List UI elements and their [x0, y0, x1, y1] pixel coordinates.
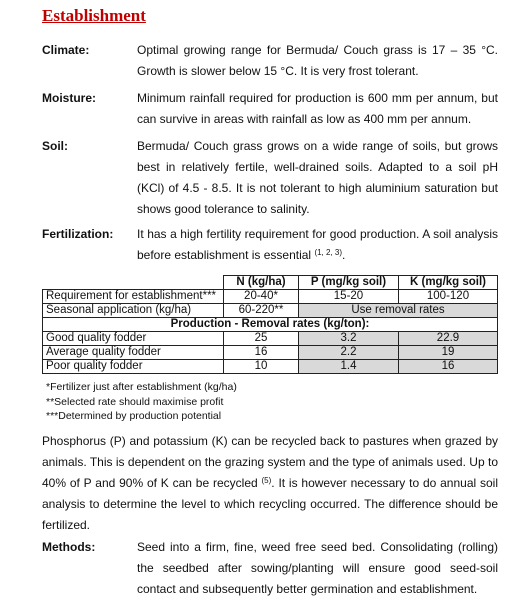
fertilization-reference: (1, 2, 3) — [314, 248, 343, 257]
row-label: Seasonal application (kg/ha) — [43, 304, 224, 318]
cell-k: 100-120 — [399, 290, 498, 304]
table-note: ***Determined by production potential — [46, 410, 222, 422]
recycling-reference: (5) — [261, 476, 272, 485]
cell-k: 16 — [399, 360, 498, 374]
cell-n: 25 — [224, 332, 299, 346]
fertilization-text — [137, 224, 498, 266]
table-row — [43, 360, 498, 374]
table-row — [43, 304, 498, 318]
climate-label: Climate: — [42, 43, 90, 57]
production-header: Production - Removal rates (kg/ton): — [43, 318, 498, 332]
cell-k: 22.9 — [399, 332, 498, 346]
table-notes — [46, 380, 237, 424]
recycling-paragraph — [42, 431, 498, 536]
table-row — [43, 332, 498, 346]
table-note: **Selected rate should maximise profit — [46, 395, 224, 408]
row-label: Average quality fodder — [43, 346, 224, 360]
fertilization-section — [42, 224, 498, 266]
cell-n: 20-40* — [224, 290, 299, 304]
soil-text: Bermuda/ Couch grass grows on a wide range of soils, but grows best in relatively fertile, well-drained soils. Adapted to a soil pH (KCl) of 4.5 - 8.5. It is not tolerant to high aluminium saturation but shows good tolerance to salinity. — [137, 139, 498, 216]
climate-section — [42, 40, 498, 82]
cell-p: 3.2 — [299, 332, 399, 346]
methods-section — [42, 537, 498, 600]
table-row — [43, 346, 498, 360]
cell-n: 10 — [224, 360, 299, 374]
fertilizer-table — [42, 275, 498, 374]
header-k: K (mg/kg soil) — [399, 276, 498, 290]
soil-label: Soil: — [42, 139, 68, 153]
moisture-label: Moisture: — [42, 91, 96, 105]
row-label: Good quality fodder — [43, 332, 224, 346]
cell-p: 2.2 — [299, 346, 399, 360]
climate-text: Optimal growing range for Bermuda/ Couch grass is 17 – 35 °C. Growth is slower below 15 °C. It is very frost tolerant. — [137, 43, 498, 78]
header-n: N (kg/ha) — [224, 276, 299, 290]
methods-text: Seed into a firm, fine, weed free seed bed. Consolidating (rolling) the seedbed after sowing/planting will ensure good seed-soil contact and subsequently better germination and establishment. — [137, 540, 498, 596]
fertilization-body: It has a high fertility requirement for good production. A soil analysis before establishment is essential — [137, 227, 498, 262]
methods-label: Methods: — [42, 540, 96, 554]
table-corner-cell — [43, 276, 224, 290]
table-row — [43, 290, 498, 304]
header-p: P (mg/kg soil) — [299, 276, 399, 290]
cell-p: 15-20 — [299, 290, 399, 304]
recycling-text-cont: . It is however necessary to do annual soil analysis to determine the level to which recycling occurred. The difference should be fertilized. — [42, 476, 498, 532]
production-header-row — [43, 318, 498, 332]
row-label: Requirement for establishment*** — [43, 290, 224, 304]
cell-n: 16 — [224, 346, 299, 360]
table-header-row — [43, 276, 498, 290]
recycling-text: Phosphorus (P) and potassium (K) can be recycled back to pastures when grazed by animals. This is dependent on the grazing system and the type of animals used. Up to 40% of P and 90% of K can be recycled — [42, 434, 498, 490]
cell-n: 60-220** — [224, 304, 299, 318]
moisture-text: Minimum rainfall required for production is 600 mm per annum, but can survive in areas with rainfall as low as 400 mm per annum. — [137, 91, 498, 126]
fertilization-label: Fertilization: — [42, 227, 114, 241]
cell-p: 1.4 — [299, 360, 399, 374]
fertilization-end: . — [342, 248, 346, 262]
page-title: Establishment — [42, 6, 146, 25]
row-label: Poor quality fodder — [43, 360, 224, 374]
moisture-section — [42, 88, 498, 130]
cell-k: 19 — [399, 346, 498, 360]
soil-section — [42, 136, 498, 220]
cell-pk: Use removal rates — [299, 304, 498, 318]
table-note: *Fertilizer just after establishment (kg/ha) — [46, 381, 237, 393]
